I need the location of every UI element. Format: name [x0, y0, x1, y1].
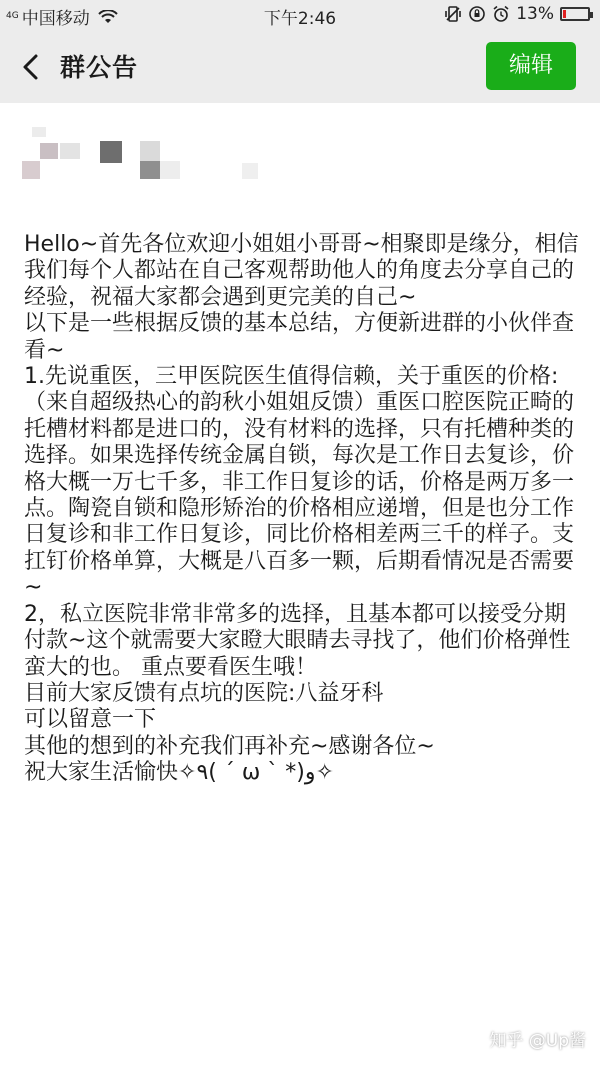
chevron-left-icon[interactable]: [14, 50, 48, 84]
battery-level: [563, 10, 566, 18]
battery-percent: 13%: [516, 4, 554, 24]
status-bar: [0, 0, 600, 30]
carrier-name: 中国移动: [21, 9, 90, 29]
mosaic-block: [40, 143, 58, 159]
edit-button[interactable]: 编辑: [486, 42, 576, 90]
status-right: [444, 4, 590, 24]
mosaic-block: [100, 141, 122, 163]
blurred-author-info: [0, 103, 600, 203]
mosaic-block: [22, 161, 40, 179]
status-time: 下午2:46: [263, 9, 337, 29]
page-title: 群公告: [60, 53, 139, 82]
mosaic-block: [160, 161, 180, 179]
mosaic-block: [242, 163, 258, 179]
vibrate-icon: [444, 5, 462, 23]
mosaic-block: [140, 161, 160, 179]
mosaic-block: [60, 143, 80, 159]
rotation-lock-icon: [468, 5, 486, 23]
battery-icon: [560, 7, 590, 21]
network-type: 4G: [6, 11, 19, 21]
mosaic-block: [140, 141, 160, 161]
mosaic-block: [32, 127, 46, 137]
alarm-icon: [492, 5, 510, 23]
watermark: 知乎 @Up酱: [489, 1031, 586, 1051]
title-bar: [0, 30, 600, 103]
announcement-text: Hello~首先各位欢迎小姐姐小哥哥~相聚即是缘分，相信我们每个人都站在自己客观帮助他人的角度去分享自己的经验，祝福大家都会遇到更完美的自己~ 以下是一些根据反馈的基本总结，方便新进群的小伙伴查看~ 1.先说重医，三甲医院医生值得信赖，关于重医的价格:（来自超级热心的韵秋小姐姐反馈）重医口腔医院正畸的托槽材料都是进口的，没有材料的选择，只有托槽种类的选择。如果选择传统金属自锁，每次是工作日去复诊，价格大概一万七千多，非工作日复诊的话，价格是两万多一点。陶瓷自锁和隐形矫治的价格相应递增，但是也分工作日复诊和非工作日复诊，同比价格相差两三千的样子。支扛钉价格单算，大概是八百多一颗，后期看情况是否需要~ 2，私立医院非常非常多的选择，且基本都可以接受分期付款~这个就需要大家瞪大眼睛去寻找了，他们价格弹性蛮大的也。 重点要看医生哦！ 目前大家反馈有点坑的医院:八益牙科 可以留意一下 其他的想到的补充我们再补充~感谢各位~ 祝大家生活愉快✧٩( ˊ ω ˋ *)و✧: [24, 232, 579, 786]
